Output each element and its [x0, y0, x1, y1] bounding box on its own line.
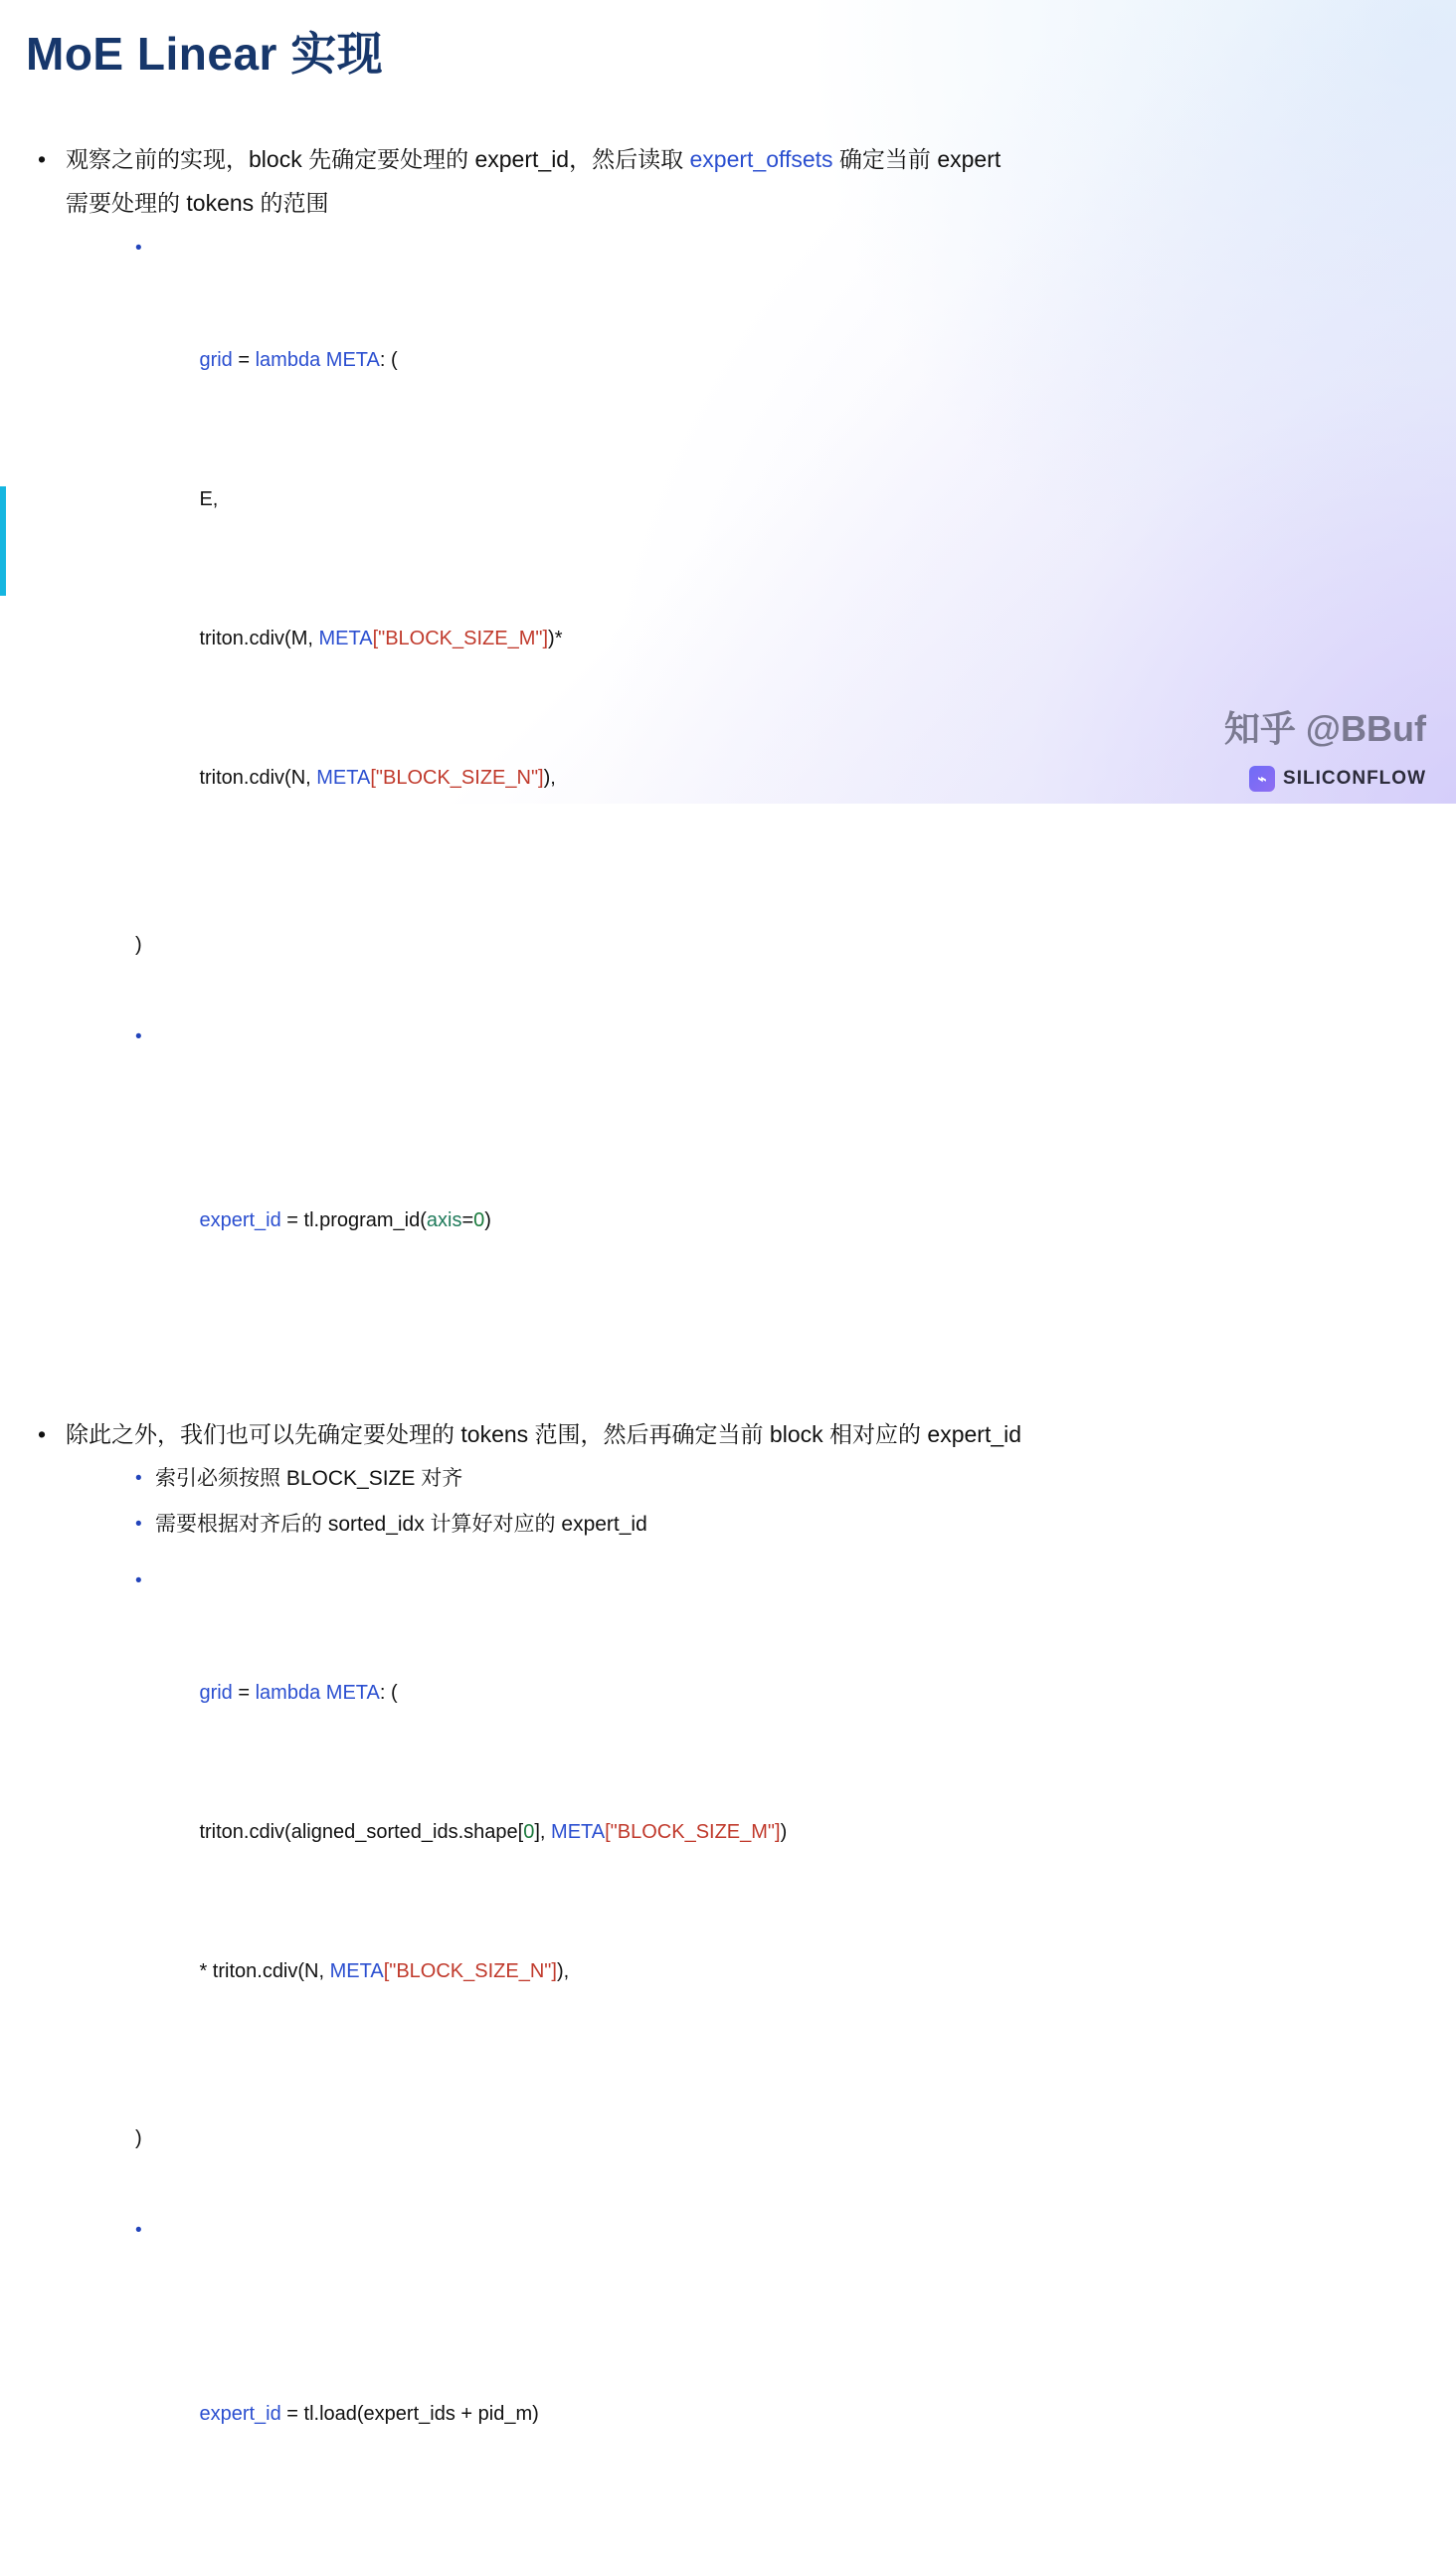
code-snippet-grid-1 — [26, 235, 1418, 875]
code-close-paren-1 — [26, 875, 1418, 1014]
code-token-cdiv: triton.cdiv(aligned_sorted_ids.shape — [199, 1821, 518, 1843]
bullet-item — [26, 1412, 1418, 1456]
code-token-call: = tl.program_id( — [280, 1209, 427, 1231]
bullet-text: 索引必须按照 BLOCK_SIZE 对齐 — [155, 1467, 463, 1490]
code-token-string: ["BLOCK_SIZE_N"] — [383, 1960, 557, 1982]
code-token-eq: = — [232, 1682, 256, 1704]
code-token-meta: META — [329, 1960, 384, 1982]
code-token-cdiv-n: * triton.cdiv(N, — [199, 1960, 330, 1982]
code-line — [155, 318, 1418, 402]
code-token-close: ) — [135, 2127, 142, 2149]
bullet-item — [26, 1502, 1418, 1548]
code-token-close: ) — [135, 934, 142, 956]
bullet-dot-icon: • — [135, 2220, 142, 2241]
code-token-lambda: lambda — [255, 349, 321, 371]
code-token-meta: META — [316, 767, 371, 789]
code-token-meta: META — [325, 349, 380, 371]
code-token-cdiv-n: triton.cdiv(N, — [199, 767, 317, 789]
brand-logo — [1249, 766, 1426, 792]
code-snippet-grid-2 — [26, 1567, 1418, 2069]
bullet-text: 需要根据对齐后的 sorted_idx 计算好对应的 expert_id — [155, 1513, 647, 1536]
code-line — [155, 1651, 1418, 1735]
bullet-dot-icon: • — [135, 238, 142, 259]
code-token-string: ["BLOCK_SIZE_N"] — [370, 767, 544, 789]
code-token-eq: = — [232, 349, 256, 371]
code-line — [155, 458, 1418, 541]
code-token-meta: META — [318, 628, 373, 649]
code-snippet-expert-id-1 — [26, 1014, 1418, 1380]
code-token-tail: ) — [780, 1821, 788, 1843]
bullet-dot-icon: • — [135, 1468, 142, 1489]
code-token-colon: : ( — [379, 349, 398, 371]
bullet-text-line2: 需要处理的 tokens 的范围 — [66, 190, 329, 216]
code-token-string: ["BLOCK_SIZE_M"] — [605, 1821, 781, 1843]
code-token-grid: grid — [199, 1682, 233, 1704]
code-snippet-expert-id-2 — [26, 2208, 1418, 2574]
code-token-bracket: [ — [517, 1821, 524, 1843]
code-token-expert-id: expert_id — [199, 1209, 281, 1231]
code-token-comma: , — [539, 1821, 552, 1843]
siliconflow-logo-icon: ⌁ — [1249, 766, 1275, 792]
slide-content — [26, 137, 1418, 2574]
code-line — [155, 2345, 1418, 2482]
brand-name: SILICONFLOW — [1283, 768, 1426, 789]
code-line — [155, 1152, 1418, 1289]
page-title: MoE Linear 实现 — [26, 28, 384, 80]
code-close-paren-2 — [26, 2069, 1418, 2208]
code-token-eq: = — [461, 1209, 474, 1231]
code-token-bracket: ] — [534, 1821, 540, 1843]
bullet-text: 除此之外，我们也可以先确定要处理的 tokens 范围，然后再确定当前 block 相对应的 expert_id — [66, 1421, 1022, 1447]
bullet-dot-icon: • — [135, 1570, 142, 1591]
code-token-meta: META — [551, 1821, 606, 1843]
code-token-number: 0 — [523, 1821, 535, 1843]
code-token-tail: )* — [548, 628, 563, 649]
bullet-text-post: 确定当前 expert — [832, 146, 1001, 172]
code-token-arg: axis — [426, 1209, 462, 1231]
bullet-dot-icon: • — [38, 1421, 47, 1447]
code-token-close: ) — [484, 1209, 491, 1231]
code-token-lambda: lambda — [255, 1682, 321, 1704]
code-line — [135, 2124, 1418, 2152]
bullet-item — [26, 1456, 1418, 1502]
code-token-expert-id: expert_id — [199, 2403, 281, 2425]
code-token-meta: META — [325, 1682, 380, 1704]
code-token-grid: grid — [199, 349, 233, 371]
bullet-text-pre: 观察之前的实现，block 先确定要处理的 expert_id，然后读取 — [66, 146, 690, 172]
code-token-e: E, — [199, 488, 219, 510]
watermark: 知乎 @BBuf — [1223, 708, 1426, 749]
bullet-text-link: expert_offsets — [689, 146, 833, 172]
code-token-tail: ), — [556, 1960, 570, 1982]
left-accent-bar — [0, 486, 6, 596]
code-token-colon: : ( — [379, 1682, 398, 1704]
code-token-call: = tl.load(expert_ids + pid_m) — [280, 2403, 539, 2425]
bullet-dot-icon: • — [38, 146, 47, 172]
code-line — [155, 1790, 1418, 1874]
code-token-string: ["BLOCK_SIZE_M"] — [372, 628, 549, 649]
code-line — [155, 597, 1418, 680]
code-token-cdiv-m: triton.cdiv(M, — [199, 628, 319, 649]
code-line — [135, 931, 1418, 959]
code-token-tail: ), — [543, 767, 556, 789]
bullet-item — [26, 137, 1418, 225]
bullet-dot-icon: • — [135, 1026, 142, 1047]
code-line — [155, 1930, 1418, 2013]
bullet-dot-icon: • — [135, 1514, 142, 1535]
code-token-number: 0 — [473, 1209, 485, 1231]
